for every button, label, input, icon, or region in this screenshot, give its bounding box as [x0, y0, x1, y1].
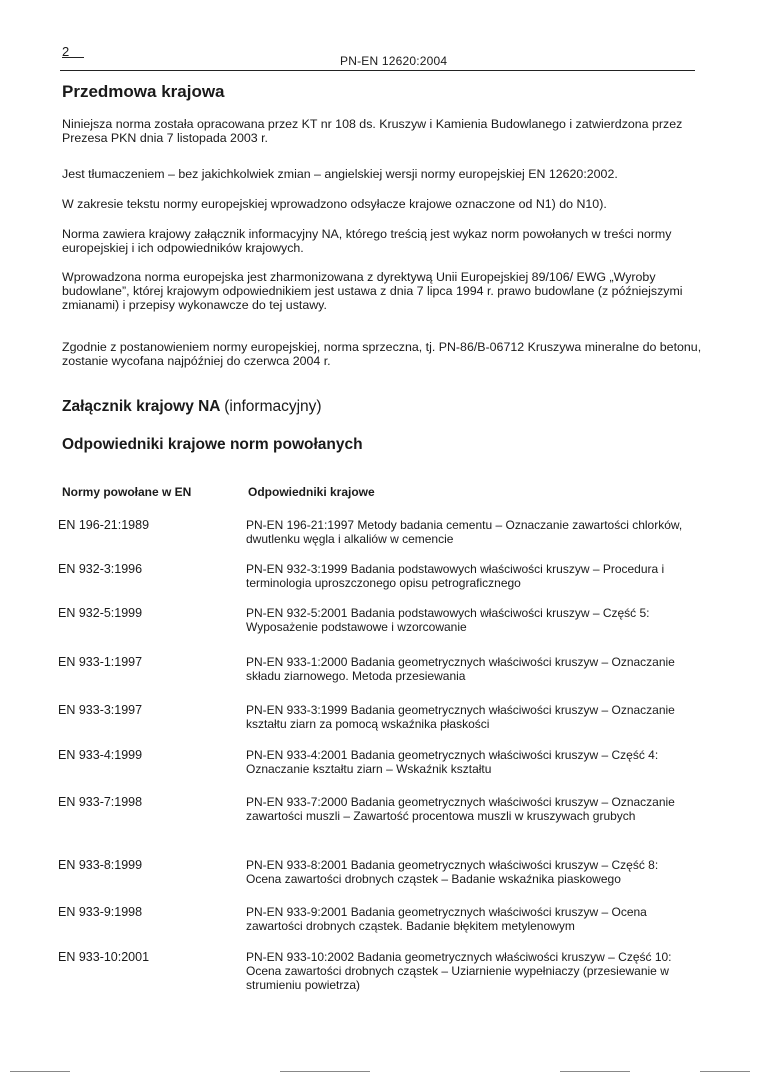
annex-title-main: Załącznik krajowy NA	[62, 398, 220, 415]
en-standard: EN 933-10:2001	[58, 950, 150, 964]
pn-equivalent: PN-EN 933-7:2000 Badania geometrycznych właściwości kruszyw – Oznaczanie zawartości muszli – Zawartość procentowa muszli w kruszywach grubych	[246, 795, 675, 823]
page-number: 2	[62, 44, 70, 59]
en-standard: EN 196-21:1989	[58, 518, 150, 532]
foreword-paragraph: Jest tłumaczeniem – bez jakichkolwiek zmian – angielskiej wersji normy europejskiej EN 12620:2002.	[62, 167, 618, 181]
foreword-paragraph: Zgodnie z postanowieniem normy europejskiej, norma sprzeczna, tj. PN-86/B-06712 Kruszywa mineralne do betonu, zostanie wycofana najpóźniej do czerwca 2004 r.	[62, 340, 702, 368]
foreword-paragraph: W zakresie tekstu normy europejskiej wprowadzono odsyłacze krajowe oznaczone od N1) do N10).	[62, 197, 607, 211]
pn-equivalent: PN-EN 932-5:2001 Badania podstawowych właściwości kruszyw – Część 5: Wyposażenie podstawowe i wzorcowanie	[246, 606, 650, 634]
standard-code: PN-EN 12620:2004	[340, 54, 448, 68]
column-header-pn: Odpowiedniki krajowe	[248, 485, 375, 499]
pn-equivalent: PN-EN 196-21:1997 Metody badania cementu – Oznaczanie zawartości chlorków, dwutlenku węgla i alkaliów w cemencie	[246, 518, 683, 546]
page-number-underline	[62, 57, 84, 58]
scan-artifact-line	[560, 1071, 630, 1072]
en-standard: EN 932-5:1999	[58, 606, 143, 620]
pn-equivalent: PN-EN 933-3:1999 Badania geometrycznych właściwości kruszyw – Oznaczanie kształtu ziarn za pomocą wskaźnika płaskości	[246, 703, 675, 731]
scan-artifact-line	[700, 1071, 750, 1072]
en-standard: EN 933-4:1999	[58, 748, 143, 762]
en-standard: EN 933-8:1999	[58, 858, 143, 872]
annex-title	[62, 398, 322, 416]
pn-equivalent: PN-EN 933-1:2000 Badania geometrycznych właściwości kruszyw – Oznaczanie składu ziarnowego. Metoda przesiewania	[246, 655, 675, 683]
scan-artifact-line	[280, 1071, 370, 1072]
pn-equivalent: PN-EN 933-8:2001 Badania geometrycznych właściwości kruszyw – Część 8: Ocena zawartości drobnych cząstek – Badanie wskaźnika piaskowego	[246, 858, 659, 886]
foreword-title: Przedmowa krajowa	[62, 82, 225, 101]
foreword-paragraph: Niniejsza norma została opracowana przez KT nr 108 ds. Kruszyw i Kamienia Budowlanego i zatwierdzona przez Prezesa PKN dnia 7 listopada 2003 r.	[62, 117, 683, 145]
header-rule	[60, 70, 695, 71]
pn-equivalent: PN-EN 932-3:1999 Badania podstawowych właściwości kruszyw – Procedura i terminologia uproszczonego opisu petrograficznego	[246, 562, 665, 590]
en-standard: EN 932-3:1996	[58, 562, 143, 576]
annex-title-suffix: (informacyjny)	[224, 398, 322, 415]
column-header-en: Normy powołane w EN	[62, 485, 192, 499]
pn-equivalent: PN-EN 933-10:2002 Badania geometrycznych właściwości kruszyw – Część 10: Ocena zawartości drobnych cząstek – Uziarnienie wypełniaczy (przesiewanie w strumieniu powietrza)	[246, 950, 672, 992]
pn-equivalent: PN-EN 933-4:2001 Badania geometrycznych właściwości kruszyw – Część 4: Oznaczanie kształtu ziarn – Wskaźnik kształtu	[246, 748, 659, 776]
en-standard: EN 933-7:1998	[58, 795, 143, 809]
foreword-paragraph: Wprowadzona norma europejska jest zharmonizowana z dyrektywą Unii Europejskiej 89/106/ EWG „Wyroby budowlane”, której krajowym odpowiednikiem jest ustawa z dnia 7 lipca 1994 r. prawo budowlane (z późniejszymi zmianami) i przepisy wykonawcze do tej ustawy.	[62, 270, 683, 312]
pn-equivalent: PN-EN 933-9:2001 Badania geometrycznych właściwości kruszyw – Ocena zawartości drobnych cząstek. Badanie błękitem metylenowym	[246, 905, 647, 933]
en-standard: EN 933-1:1997	[58, 655, 143, 669]
annex-subtitle: Odpowiedniki krajowe norm powołanych	[62, 436, 363, 453]
en-standard: EN 933-3:1997	[58, 703, 143, 717]
foreword-paragraph: Norma zawiera krajowy załącznik informacyjny NA, którego treścią jest wykaz norm powołanych w treści normy europejskiej i ich odpowiedników krajowych.	[62, 227, 672, 255]
scan-artifact-line	[10, 1071, 70, 1072]
en-standard: EN 933-9:1998	[58, 905, 143, 919]
